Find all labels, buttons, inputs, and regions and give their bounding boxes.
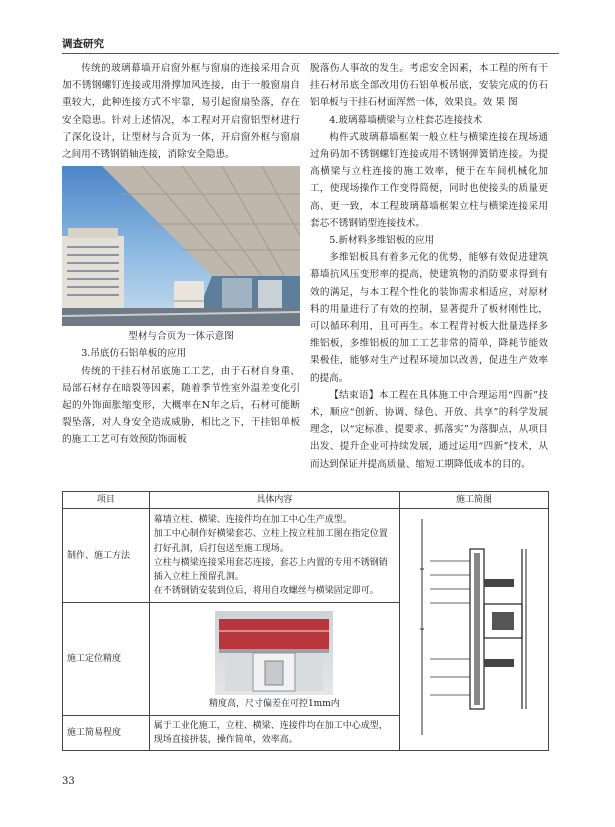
method-line: 在不锈钢销安装到位后，将用自攻螺丝与横梁固定即可。: [153, 586, 379, 597]
table-header-diagram: 施工简图: [400, 492, 549, 509]
heading-beam-column: 4.玻璃幕墙横梁与立柱套芯连接技术: [329, 114, 483, 126]
table-header-item: 项目: [63, 492, 150, 509]
paragraph-hinge-design: 传统的玻璃幕墙开启窗外框与窗扇的连接采用合页加不锈钢螺钉连接或用滑撑加风连接，由于一般窗扇自重较大，此种连接方式不牢靠，易引起窗扇坠落，存在安全隐患。针对上述情况，本工程对开启窗铝型材进行了深化设计，让型材与合页为一体，开启窗外框与窗扇之间用不锈钢销轴连接，消除安全隐患。: [62, 63, 300, 161]
curtain-wall-photo: [62, 166, 300, 326]
row-label-precision: 施工定位精度: [63, 603, 150, 716]
construction-table: [62, 491, 549, 751]
paragraph-multidim-panel: 多维铝板具有着多元化的优势，能够有效促进建筑幕墙抗风压变形率的提高，使建筑物的消防要求得到有效的满足，与本工程个性化的装饰需求相适应，对原材料的用量进行了有效的控制，显著提升了板材刚性比，可以循环利用，且可再生。本工程背衬板大批量选择多维铝板，多维铝板的加工工艺非常的简单，降耗节能效果极佳，能够对生产过程环境加以改善，促进生产效率的提高。: [310, 252, 548, 384]
construction-diagram: [400, 509, 540, 745]
method-line: 幕墙立柱、横梁、连接件均在加工中心生产成型。: [153, 515, 352, 526]
construction-diagram-cell: [400, 509, 549, 751]
row-content-simplicity: 属于工业化施工，立柱、横梁、连接件均在加工中心成型，现场直接拼装，操作简单，效率高。: [149, 716, 399, 751]
right-column: [310, 60, 548, 473]
paragraph-beam-column: 构件式玻璃幕墙框架一般立柱与横梁连接在现场通过角码加不锈钢螺钉连接或用不锈钢弹簧销连接。为提高横梁与立柱连接的施工效率，便于在车间机械化加工，使现场操作工作变得简便，同时也使接头的质量更高、更一致，本工程玻璃幕墙框架立柱与横梁连接采用套芯不锈钢销型连接技术。: [310, 131, 548, 229]
precision-caption: 精度高，尺寸偏差在可控1mm内: [208, 698, 340, 709]
left-column: [62, 60, 300, 449]
section-header: 调查研究: [62, 38, 104, 50]
precision-photo: [215, 611, 333, 695]
method-line: 立柱与横梁连接采用套芯连接，套芯上内置的专用不锈钢销插入立柱上预留孔洞。: [153, 557, 388, 583]
heading-multidim-panel: 5.新材料多维铝板的应用: [329, 235, 435, 247]
row-content-method: [149, 509, 399, 603]
figure-caption: 型材与合页为一体示意图: [128, 331, 234, 343]
paragraph-stone-soffit: 传统的干挂石材吊底施工工艺，由于石材自身重、局部石材存在暗裂等因素，随着季节性室外温差变化引起的外饰面胀缩变形，大概率在N年之后，石材可能断裂坠落，对人身安全造成威胁，相比之下，干挂铝单板的施工工艺可有效预防饰面板: [62, 365, 300, 446]
row-label-method: 制作、施工方法: [63, 509, 150, 603]
header-divider: [62, 53, 559, 54]
paragraph-conclusion: 【结束语】本工程在具体施工中合理运用“四新”技术，顺应“创新、协调、绿色、开放、共享”的科学发展理念，以“定标准、提要求、抓落实”为落脚点，从项目出发、提升企业可持续发展，通过运用“四新”技术，从而达到保证并提高质量、缩短工期降低成本的目的。: [310, 389, 548, 470]
paragraph-aluminum-panel: 脱落伤人事故的发生。考虑安全因素，本工程的所有干挂石材吊底全部改用仿石铝单板吊底，安装完成的仿石铝单板与干挂石材面浑然一体，效果良。效 果 图: [310, 63, 548, 109]
row-label-simplicity: 施工简易程度: [63, 716, 150, 751]
method-line: 加工中心制作好横梁套芯、立柱上按立柱加工图在指定位置打好孔洞，后打包送至施工现场。: [153, 529, 388, 554]
table-row: [63, 509, 549, 603]
heading-stone-soffit: 3.吊底仿石铝单板的应用: [81, 348, 187, 360]
row-content-precision: [149, 603, 399, 716]
table-header-content: 具体内容: [149, 492, 399, 509]
table-header-row: [63, 492, 549, 509]
page-number: 33: [62, 776, 75, 787]
